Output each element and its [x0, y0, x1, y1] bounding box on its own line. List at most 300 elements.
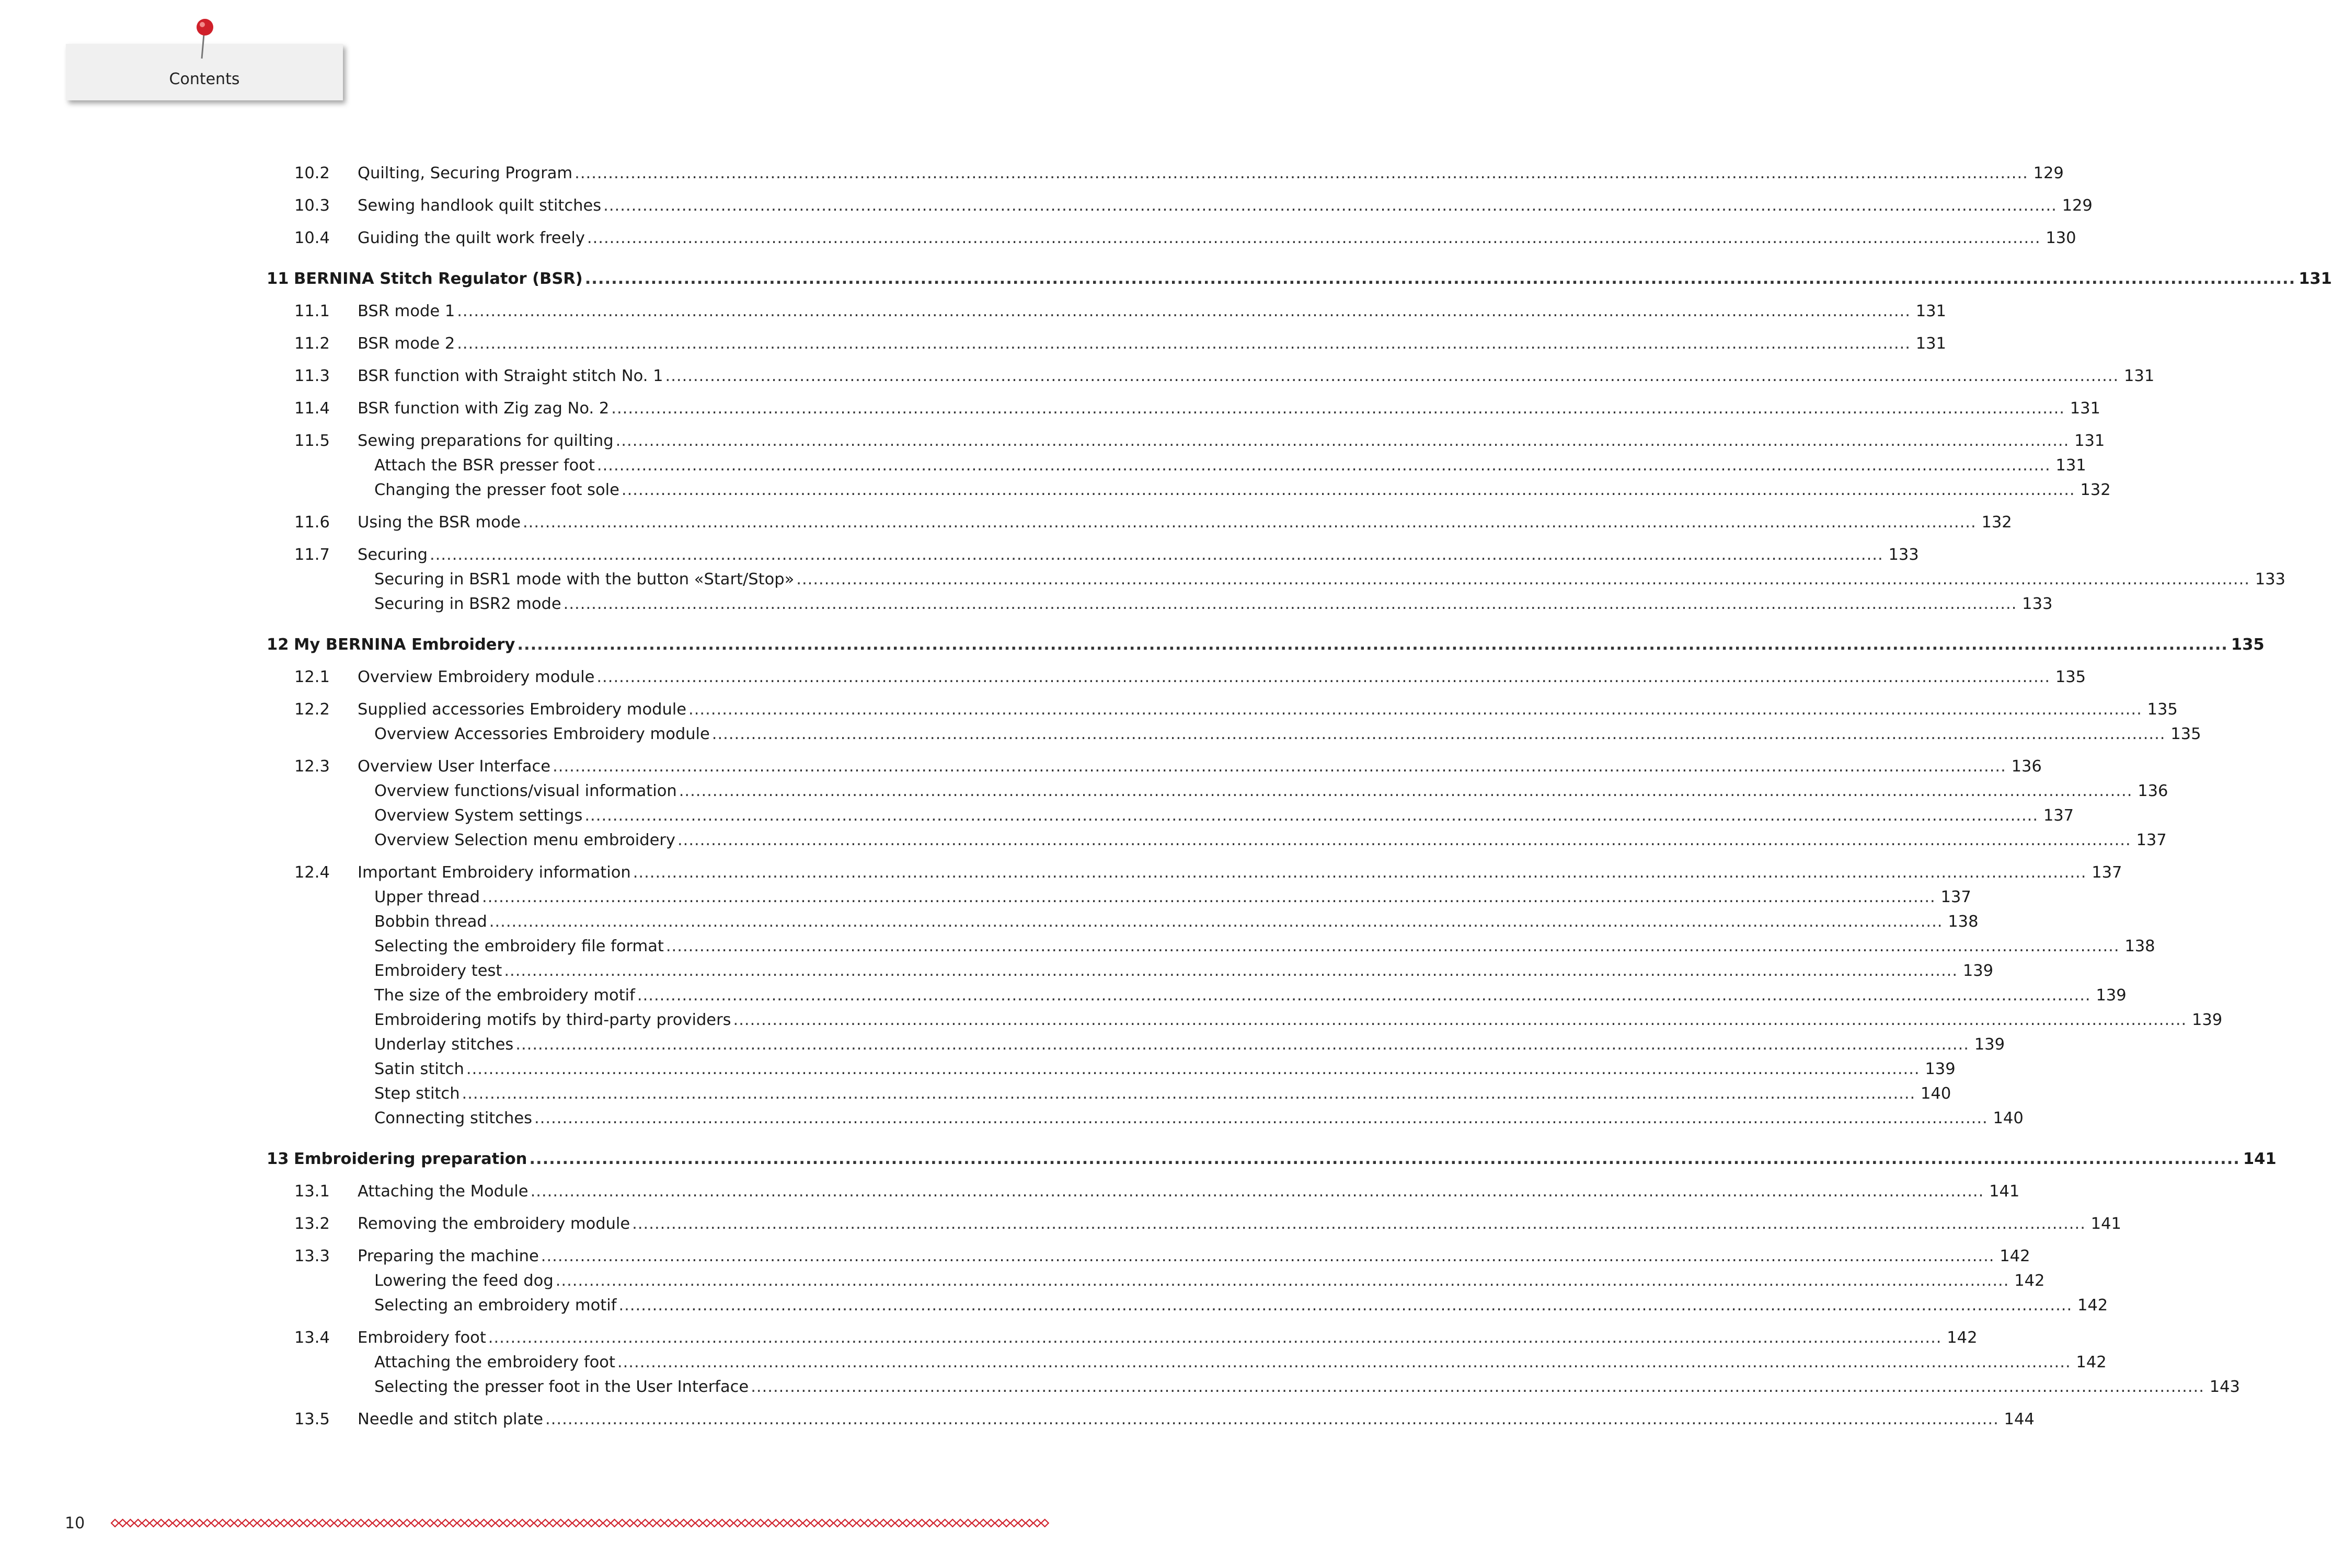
zigzag-diamond	[342, 1519, 349, 1527]
toc-entry-title: BSR mode 2	[358, 335, 455, 353]
zigzag-diamond	[465, 1519, 472, 1527]
toc-entry-page: 142	[2000, 1247, 2030, 1265]
toc-entry-row[interactable]	[267, 1326, 1978, 1350]
toc-entry-row[interactable]	[267, 984, 2127, 1008]
toc-entry-row[interactable]	[267, 511, 2012, 535]
zigzag-diamond	[496, 1519, 503, 1527]
toc-entry-page: 139	[1974, 1035, 2005, 1054]
toc-dot-leader: ....................................................................................................................................................................................................................................................................	[603, 197, 2057, 215]
zigzag-diamond	[957, 1519, 964, 1527]
toc-dot-leader: ....................................................................................................................................................................................................................................................................	[796, 570, 2250, 589]
toc-dot-leader: ....................................................................................................................................................................................................................................................................	[688, 700, 2142, 719]
zigzag-diamond	[557, 1519, 565, 1527]
toc-chapter-row[interactable]	[267, 1147, 2277, 1171]
toc-entry-title: Satin stitch	[374, 1060, 464, 1078]
zigzag-diamond	[818, 1519, 825, 1527]
toc-entry-page: 143	[2209, 1378, 2240, 1396]
toc-entry-page: 131	[2124, 367, 2155, 385]
toc-entry-title: Removing the embroidery module	[358, 1215, 630, 1233]
zigzag-diamond	[588, 1519, 595, 1527]
toc-entry-title: Overview Accessories Embroidery module	[374, 725, 710, 743]
toc-entry-page: 142	[1947, 1329, 1978, 1347]
zigzag-diamond	[934, 1519, 941, 1527]
toc-entry-page: 131	[2055, 456, 2086, 475]
zigzag-diamond	[511, 1519, 518, 1527]
zigzag-diamond	[211, 1519, 219, 1527]
toc-entry-page: 137	[2092, 863, 2122, 882]
zigzag-diamond	[941, 1519, 949, 1527]
toc-entry-page: 136	[2011, 757, 2042, 776]
toc-entry-row[interactable]	[267, 779, 2168, 803]
zigzag-diamond	[127, 1519, 134, 1527]
toc-dot-leader: ....................................................................................................................................................................................................................................................................	[466, 1060, 1920, 1078]
zigzag-diamond	[396, 1519, 403, 1527]
toc-dot-leader: ....................................................................................................................................................................................................................................................................	[462, 1085, 1916, 1103]
zigzag-diamond	[442, 1519, 449, 1527]
toc-entry-row[interactable]	[267, 959, 1994, 983]
toc-entry-page: 137	[2136, 831, 2167, 849]
toc-entry-title: Securing in BSR1 mode with the button «Start/Stop»	[374, 570, 795, 589]
toc-entry-row[interactable]	[267, 1351, 2107, 1375]
zigzag-diamond	[726, 1519, 733, 1527]
toc-dot-leader: ....................................................................................................................................................................................................................................................................	[517, 636, 2228, 654]
toc-entry-row[interactable]	[267, 478, 2111, 502]
toc-dot-leader: ....................................................................................................................................................................................................................................................................	[541, 1247, 1995, 1265]
toc-entry-page: 131	[1915, 302, 1946, 320]
toc-entry-row[interactable]	[267, 194, 2093, 218]
toc-dot-leader: ....................................................................................................................................................................................................................................................................	[587, 229, 2041, 247]
zigzag-diamond	[672, 1519, 680, 1527]
toc-entry-title: Attaching the embroidery foot	[374, 1353, 615, 1371]
toc-dot-leader: ....................................................................................................................................................................................................................................................................	[618, 1296, 2073, 1315]
toc-entry-number: 11.1	[294, 302, 330, 320]
toc-entry-title: Embroidering preparation	[294, 1150, 527, 1168]
zigzag-diamond	[895, 1519, 902, 1527]
zigzag-diamond	[872, 1519, 879, 1527]
zigzag-diamond	[788, 1519, 795, 1527]
toc-entry-page: 132	[2080, 481, 2111, 499]
zigzag-diamond	[165, 1519, 173, 1527]
zigzag-diamond	[695, 1519, 703, 1527]
toc-entry-page: 136	[2138, 782, 2168, 800]
zigzag-diamond	[718, 1519, 726, 1527]
toc-entry-title: Underlay stitches	[374, 1035, 514, 1054]
toc-dot-leader: ....................................................................................................................................................................................................................................................................	[751, 1378, 2204, 1396]
zigzag-diamond	[242, 1519, 249, 1527]
zigzag-diamond	[273, 1519, 280, 1527]
toc-entry-page: 139	[1925, 1060, 1956, 1078]
toc-entry-number: 13.4	[294, 1329, 330, 1347]
toc-dot-leader: ....................................................................................................................................................................................................................................................................	[711, 725, 2166, 743]
toc-entry-number: 13.1	[294, 1182, 330, 1201]
toc-dot-leader: ....................................................................................................................................................................................................................................................................	[457, 335, 1911, 353]
zigzag-diamond	[227, 1519, 234, 1527]
toc-entry-title: The size of the embroidery motif	[374, 986, 635, 1005]
zigzag-diamond	[534, 1519, 542, 1527]
zigzag-diamond	[296, 1519, 303, 1527]
toc-dot-leader: ....................................................................................................................................................................................................................................................................	[621, 481, 2075, 499]
zigzag-diamond	[795, 1519, 802, 1527]
zigzag-diamond	[119, 1519, 127, 1527]
zigzag-diamond	[926, 1519, 933, 1527]
toc-entry-row[interactable]	[267, 1008, 2223, 1032]
toc-dot-leader: ....................................................................................................................................................................................................................................................................	[733, 1011, 2187, 1029]
toc-dot-leader: ....................................................................................................................................................................................................................................................................	[665, 937, 2120, 955]
toc-entry-page: 135	[2170, 725, 2201, 743]
toc-entry-page: 132	[1981, 513, 2012, 532]
toc-entry-page: 133	[1888, 546, 1919, 564]
toc-dot-leader: ....................................................................................................................................................................................................................................................................	[679, 782, 2133, 800]
toc-dot-leader: ....................................................................................................................................................................................................................................................................	[529, 1150, 2240, 1168]
zigzag-diamond	[265, 1519, 272, 1527]
toc-dot-leader: ....................................................................................................................................................................................................................................................................	[584, 270, 2296, 288]
toc-entry-number: 11.7	[294, 546, 330, 564]
zigzag-diamond	[488, 1519, 495, 1527]
zigzag-diamond	[803, 1519, 810, 1527]
toc-entry-page: 142	[2014, 1272, 2045, 1290]
zigzag-diamond	[404, 1519, 411, 1527]
zigzag-diamond	[419, 1519, 426, 1527]
toc-entry-title: BSR function with Zig zag No. 2	[358, 399, 610, 418]
zigzag-diamond	[196, 1519, 203, 1527]
toc-entry-number: 13.3	[294, 1247, 330, 1265]
toc-entry-row[interactable]	[267, 299, 1946, 324]
zigzag-diamond	[280, 1519, 288, 1527]
toc-entry-title: Embroidery foot	[358, 1329, 486, 1347]
zigzag-diamond	[949, 1519, 956, 1527]
toc-entry-number: 13	[267, 1150, 289, 1168]
toc-entry-page: 141	[2090, 1215, 2121, 1233]
toc-entry-page: 138	[2124, 937, 2155, 955]
toc-dot-leader: ....................................................................................................................................................................................................................................................................	[596, 668, 2051, 686]
toc-entry-page: 131	[2074, 432, 2105, 450]
zigzag-diamond	[734, 1519, 741, 1527]
toc-dot-leader: ....................................................................................................................................................................................................................................................................	[522, 513, 1977, 532]
toc-entry-row[interactable]	[267, 568, 2285, 592]
toc-chapter-row[interactable]	[267, 633, 2265, 657]
zigzag-diamond	[519, 1519, 526, 1527]
zigzag-diamond	[626, 1519, 634, 1527]
toc-entry-number: 12.1	[294, 668, 330, 686]
toc-entry-title: Selecting the presser foot in the User Interface	[374, 1378, 749, 1396]
toc-entry-title: Quilting, Securing Program	[358, 164, 573, 182]
toc-entry-row[interactable]	[267, 698, 2178, 722]
toc-entry-row[interactable]	[267, 332, 1946, 356]
toc-dot-leader: ....................................................................................................................................................................................................................................................................	[555, 1272, 2009, 1290]
toc-entry-row[interactable]	[267, 1212, 2121, 1236]
toc-entry-title: Securing	[358, 546, 428, 564]
toc-entry-page: 131	[1915, 335, 1946, 353]
toc-dot-leader: ....................................................................................................................................................................................................................................................................	[530, 1182, 1984, 1201]
toc-entry-title: Connecting stitches	[374, 1109, 533, 1127]
toc-entry-title: Embroidery test	[374, 962, 502, 980]
zigzag-diamond	[503, 1519, 511, 1527]
zigzag-diamond	[649, 1519, 657, 1527]
toc-dot-leader: ....................................................................................................................................................................................................................................................................	[457, 302, 1911, 320]
zigzag-diamond	[688, 1519, 695, 1527]
toc-entry-title: Lowering the feed dog	[374, 1272, 554, 1290]
toc-entry-row[interactable]	[267, 1057, 1956, 1081]
toc-entry-number: 11.6	[294, 513, 330, 532]
zigzag-diamond	[880, 1519, 887, 1527]
toc-entry-page: 142	[2077, 1296, 2108, 1315]
toc-entry-title: Bobbin thread	[374, 913, 487, 931]
toc-entry-page: 138	[1948, 913, 1979, 931]
toc-entry-page: 141	[2243, 1150, 2277, 1168]
zigzag-diamond	[680, 1519, 687, 1527]
zigzag-diamond	[611, 1519, 618, 1527]
toc-entry-number: 12.4	[294, 863, 330, 882]
toc-entry-number: 11	[267, 270, 289, 288]
zigzag-diamond	[173, 1519, 180, 1527]
toc-dot-leader: ....................................................................................................................................................................................................................................................................	[515, 1035, 1969, 1054]
toc-entry-page: 139	[2192, 1011, 2223, 1029]
toc-entry-title: Supplied accessories Embroidery module	[358, 700, 687, 719]
toc-dot-leader: ....................................................................................................................................................................................................................................................................	[611, 399, 2065, 418]
toc-dot-leader: ....................................................................................................................................................................................................................................................................	[615, 432, 2070, 450]
toc-entry-title: Overview System settings	[374, 806, 583, 825]
toc-entry-row[interactable]	[267, 910, 1979, 934]
zigzag-diamond	[757, 1519, 764, 1527]
zigzag-diamond	[595, 1519, 603, 1527]
zigzag-diamond	[150, 1519, 157, 1527]
toc-entry-title: Needle and stitch plate	[358, 1410, 544, 1428]
toc-entry-title: BSR mode 1	[358, 302, 455, 320]
toc-entry-page: 133	[2255, 570, 2285, 589]
toc-entry-page: 144	[2004, 1410, 2035, 1428]
zigzag-diamond	[450, 1519, 457, 1527]
toc-entry-title: Overview functions/visual information	[374, 782, 677, 800]
zigzag-diamond	[641, 1519, 649, 1527]
zigzag-diamond	[142, 1519, 150, 1527]
zigzag-diamond	[849, 1519, 856, 1527]
zigzag-diamond	[327, 1519, 334, 1527]
toc-entry-title: Using the BSR mode	[358, 513, 521, 532]
toc-entry-number: 11.4	[294, 399, 330, 418]
toc-entry-row[interactable]	[267, 665, 2086, 689]
zigzag-diamond	[964, 1519, 972, 1527]
toc-entry-row[interactable]	[267, 722, 2201, 746]
zigzag-diamond	[741, 1519, 749, 1527]
zigzag-diamond	[1018, 1519, 1026, 1527]
toc-dot-leader: ....................................................................................................................................................................................................................................................................	[482, 888, 1936, 906]
zigzag-diamond	[749, 1519, 756, 1527]
toc-dot-leader: ....................................................................................................................................................................................................................................................................	[584, 806, 2039, 825]
zigzag-diamond	[365, 1519, 372, 1527]
toc-entry-title: My BERNINA Embroidery	[294, 636, 515, 654]
zigzag-diamond	[188, 1519, 196, 1527]
zigzag-diamond	[865, 1519, 872, 1527]
toc-dot-leader: ....................................................................................................................................................................................................................................................................	[563, 595, 2017, 613]
toc-entry-number: 11.3	[294, 367, 330, 385]
zigzag-diamond	[603, 1519, 611, 1527]
toc-entry-title: Guiding the quilt work freely	[358, 229, 585, 247]
zigzag-diamond	[580, 1519, 588, 1527]
zigzag-diamond	[542, 1519, 549, 1527]
toc-entry-title: BERNINA Stitch Regulator (BSR)	[294, 270, 583, 288]
section-tab-label: Contents	[169, 70, 240, 88]
toc-entry-number: 13.5	[294, 1410, 330, 1428]
zigzag-diamond	[381, 1519, 388, 1527]
toc-entry-title: Step stitch	[374, 1085, 460, 1103]
toc-entry-number: 12.3	[294, 757, 330, 776]
toc-entry-row[interactable]	[267, 454, 2086, 478]
page-number: 10	[65, 1514, 85, 1532]
toc-dot-leader: ....................................................................................................................................................................................................................................................................	[633, 863, 2087, 882]
zigzag-diamond	[473, 1519, 480, 1527]
zigzag-diamond	[373, 1519, 380, 1527]
toc-entry-row[interactable]	[267, 1180, 2020, 1204]
zigzag-diamond	[427, 1519, 434, 1527]
toc-entry-row[interactable]	[267, 364, 2155, 388]
toc-entry-row[interactable]	[267, 429, 2105, 453]
zigzag-diamond	[711, 1519, 718, 1527]
toc-entry-page: 133	[2022, 595, 2053, 613]
zigzag-diamond	[319, 1519, 326, 1527]
toc-entry-row[interactable]	[267, 828, 2167, 852]
zigzag-diamond	[987, 1519, 995, 1527]
toc-entry-row[interactable]	[267, 397, 2100, 421]
zigzag-diamond	[257, 1519, 265, 1527]
toc-entry-row[interactable]	[267, 861, 2122, 885]
zigzag-diamond	[1010, 1519, 1018, 1527]
zigzag-diamond	[565, 1519, 572, 1527]
toc-entry-page: 131	[2070, 399, 2100, 418]
zigzag-diamond	[526, 1519, 534, 1527]
zigzag-diamond	[334, 1519, 341, 1527]
toc-entry-number: 10.4	[294, 229, 330, 247]
zigzag-diamond	[203, 1519, 211, 1527]
zigzag-diamond	[664, 1519, 672, 1527]
toc-entry-page: 129	[2062, 197, 2093, 215]
toc-chapter-row[interactable]	[267, 267, 2332, 291]
zigzag-diamond	[1041, 1519, 1049, 1527]
zigzag-diamond	[1003, 1519, 1010, 1527]
toc-entry-number: 13.2	[294, 1215, 330, 1233]
toc-dot-leader: ....................................................................................................................................................................................................................................................................	[677, 831, 2131, 849]
toc-entry-title: Securing in BSR2 mode	[374, 595, 561, 613]
toc-entry-number: 11.5	[294, 432, 330, 450]
toc-entry-page: 129	[2033, 164, 2064, 182]
toc-dot-leader: ....................................................................................................................................................................................................................................................................	[575, 164, 2028, 182]
zigzag-diamond	[457, 1519, 465, 1527]
zigzag-diamond	[357, 1519, 364, 1527]
toc-entry-number: 11.2	[294, 335, 330, 353]
zigzag-diamond	[765, 1519, 772, 1527]
toc-entry-row[interactable]	[267, 1269, 2045, 1293]
zigzag-diamond	[234, 1519, 242, 1527]
toc-entry-page: 135	[2231, 636, 2265, 654]
toc-dot-leader: ....................................................................................................................................................................................................................................................................	[504, 962, 1958, 980]
zigzag-diamond	[434, 1519, 441, 1527]
toc-entry-row[interactable]	[267, 1033, 2005, 1057]
toc-entry-row[interactable]	[267, 162, 2064, 186]
zigzag-diamond	[657, 1519, 664, 1527]
toc-entry-row[interactable]	[267, 1294, 2108, 1318]
toc-entry-title: Preparing the machine	[358, 1247, 539, 1265]
zigzag-diamond	[411, 1519, 418, 1527]
zigzag-diamond	[288, 1519, 295, 1527]
zigzag-diamond	[634, 1519, 641, 1527]
toc-entry-row[interactable]	[267, 885, 1971, 909]
toc-entry-number: 10.2	[294, 164, 330, 182]
toc-entry-row[interactable]	[267, 755, 2042, 779]
toc-entry-title: Overview User Interface	[358, 757, 551, 776]
toc-entry-row[interactable]	[267, 1244, 2030, 1269]
zigzag-diamond	[918, 1519, 926, 1527]
toc-entry-page: 137	[2043, 806, 2074, 825]
toc-entry-row[interactable]	[267, 226, 2076, 250]
toc-entry-row[interactable]	[267, 1375, 2240, 1399]
toc-entry-title: Attach the BSR presser foot	[374, 456, 595, 475]
toc-dot-leader: ....................................................................................................................................................................................................................................................................	[553, 757, 2006, 776]
toc-entry-row[interactable]	[267, 1408, 2035, 1432]
toc-entry-title: Selecting the embroidery file format	[374, 937, 664, 955]
toc-entry-page: 139	[1962, 962, 1994, 980]
zigzag-diamond	[857, 1519, 864, 1527]
zigzag-diamond	[350, 1519, 357, 1527]
toc-entry-title: Sewing handlook quilt stitches	[358, 197, 602, 215]
toc-entry-page: 140	[1921, 1085, 1951, 1103]
toc-entry-number: 12	[267, 636, 289, 654]
zigzag-diamond	[772, 1519, 779, 1527]
zigzag-diamond	[834, 1519, 841, 1527]
zigzag-diamond	[995, 1519, 1003, 1527]
toc-entry-number: 10.3	[294, 197, 330, 215]
toc-entry-title: Selecting an embroidery motif	[374, 1296, 617, 1315]
zigzag-diamond	[250, 1519, 257, 1527]
toc-entry-page: 131	[2299, 270, 2332, 288]
toc-entry-title: BSR function with Straight stitch No. 1	[358, 367, 663, 385]
toc-dot-leader: ....................................................................................................................................................................................................................................................................	[489, 913, 1943, 931]
toc-entry-page: 141	[1989, 1182, 2020, 1201]
zigzag-diamond	[311, 1519, 318, 1527]
zigzag-diamond	[180, 1519, 188, 1527]
toc-entry-page: 142	[2076, 1353, 2107, 1371]
zigzag-diamond	[111, 1519, 119, 1527]
zigzag-diamond	[549, 1519, 557, 1527]
toc-entry-page: 130	[2046, 229, 2076, 247]
zigzag-diamond	[157, 1519, 165, 1527]
toc-entry-page: 139	[2096, 986, 2127, 1005]
toc-entry-row[interactable]	[267, 592, 2053, 616]
toc-entry-title: Embroidering motifs by third-party providers	[374, 1011, 731, 1029]
toc-entry-title: Important Embroidery information	[358, 863, 631, 882]
toc-dot-leader: ....................................................................................................................................................................................................................................................................	[596, 456, 2051, 475]
zigzag-diamond	[1033, 1519, 1041, 1527]
toc-entry-title: Overview Embroidery module	[358, 668, 595, 686]
toc-entry-row[interactable]	[267, 804, 2074, 828]
toc-entry-page: 135	[2147, 700, 2178, 719]
zigzag-diamond	[972, 1519, 979, 1527]
toc-entry-title: Changing the presser foot sole	[374, 481, 619, 499]
zigzag-diamond	[780, 1519, 787, 1527]
zigzag-diamond	[618, 1519, 626, 1527]
zigzag-border-icon	[111, 1518, 1056, 1528]
zigzag-diamond	[903, 1519, 910, 1527]
toc-entry-row[interactable]	[267, 543, 1919, 567]
zigzag-diamond	[572, 1519, 580, 1527]
zigzag-diamond	[826, 1519, 833, 1527]
zigzag-diamond	[388, 1519, 395, 1527]
toc-dot-leader: ....................................................................................................................................................................................................................................................................	[665, 367, 2119, 385]
toc-entry-row[interactable]	[267, 935, 2155, 959]
toc-entry-row[interactable]	[267, 1106, 2024, 1131]
toc-entry-number: 12.2	[294, 700, 330, 719]
zigzag-diamond	[842, 1519, 849, 1527]
toc-entry-row[interactable]	[267, 1082, 1951, 1106]
zigzag-diamond	[888, 1519, 895, 1527]
